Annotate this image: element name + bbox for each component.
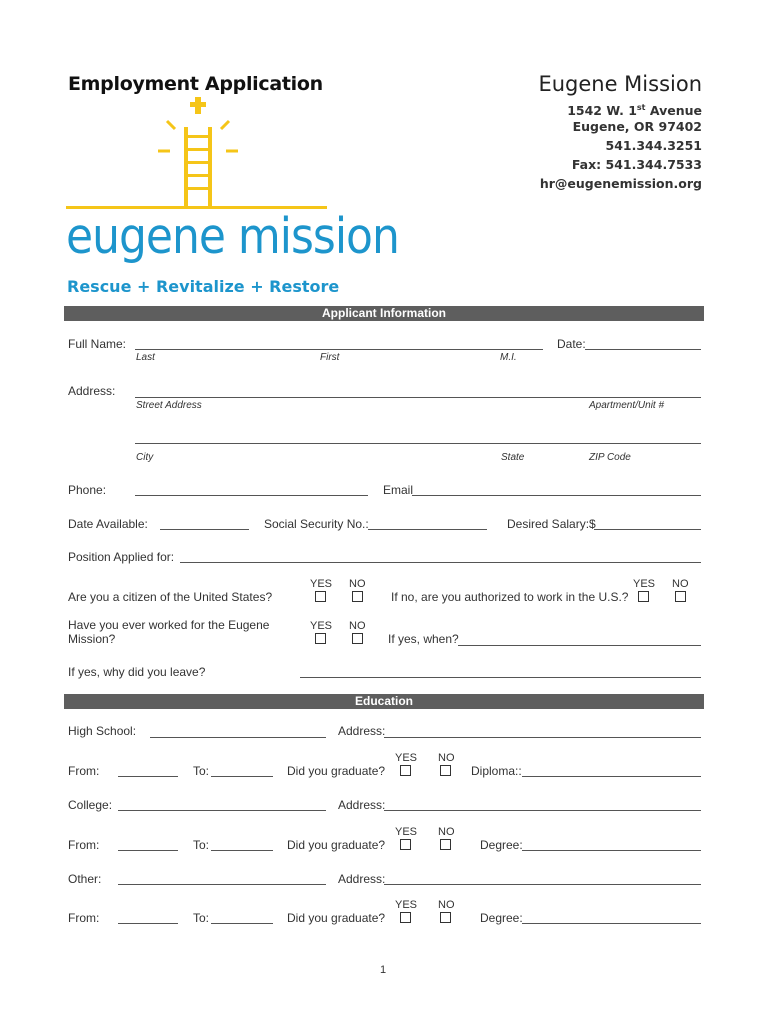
worked-yes-checkbox[interactable] <box>315 633 326 644</box>
worked-yes-label: YES <box>310 620 333 632</box>
hs-diploma-field[interactable] <box>522 776 701 777</box>
worked-when-field[interactable] <box>458 645 701 646</box>
date-available-field[interactable] <box>160 529 249 530</box>
org-email: hr@eugenemission.org <box>539 176 702 191</box>
college-graduate-yes-checkbox[interactable] <box>400 839 411 850</box>
other-address-label: Address: <box>338 872 386 886</box>
hs-yes-label: YES <box>395 752 418 764</box>
date-label: Date: <box>557 337 586 351</box>
org-phone: 541.344.3251 <box>605 138 702 153</box>
other-graduate-yes-checkbox[interactable] <box>400 912 411 923</box>
hs-no-label: NO <box>438 752 455 764</box>
state-caption: State <box>501 452 525 463</box>
position-field[interactable] <box>180 562 701 563</box>
section-header-education: Education <box>64 694 704 709</box>
hs-diploma-label: Diploma:: <box>471 764 522 778</box>
org-address-line2: Eugene, OR 97402 <box>572 119 702 134</box>
other-degree-field[interactable] <box>522 923 701 924</box>
zip-caption: ZIP Code <box>589 452 631 463</box>
college-graduate-label: Did you graduate? <box>287 838 386 852</box>
hs-to-label: To: <box>193 764 210 778</box>
authorized-no-label: NO <box>672 578 689 590</box>
ssn-field[interactable] <box>368 529 487 530</box>
college-to-field[interactable] <box>211 850 273 851</box>
logo-wordmark: eugene mission <box>66 208 399 266</box>
citizen-yes-label: YES <box>310 578 333 590</box>
other-no-label: NO <box>438 899 455 911</box>
position-label: Position Applied for: <box>68 550 175 564</box>
city-state-zip-field[interactable] <box>135 443 701 444</box>
desired-salary-field[interactable] <box>594 529 701 530</box>
citizen-no-checkbox[interactable] <box>352 591 363 602</box>
org-fax: Fax: 541.344.7533 <box>571 157 702 172</box>
hs-graduate-no-checkbox[interactable] <box>440 765 451 776</box>
email-label: Email <box>383 483 414 497</box>
college-degree-field[interactable] <box>522 850 701 851</box>
phone-label: Phone: <box>68 483 107 497</box>
hs-from-label: From: <box>68 764 100 778</box>
ladder-cross-logo-icon <box>150 95 250 207</box>
authorized-question: If no, are you authorized to work in the U.S.? <box>391 590 629 604</box>
hs-to-field[interactable] <box>211 776 273 777</box>
other-from-label: From: <box>68 911 100 925</box>
logo-tagline: Rescue + Revitalize + Restore <box>67 277 340 296</box>
citizen-question: Are you a citizen of the United States? <box>68 590 273 604</box>
first-name-caption: First <box>320 352 340 363</box>
if-yes-when-label: If yes, when? <box>388 632 459 646</box>
date-field[interactable] <box>585 349 701 350</box>
org-address-line1: 1542 W. 1st Avenue <box>567 103 702 119</box>
street-address-field[interactable] <box>135 397 701 398</box>
other-from-field[interactable] <box>118 923 178 924</box>
worked-no-label: NO <box>349 620 366 632</box>
college-graduate-no-checkbox[interactable] <box>440 839 451 850</box>
street-address-caption: Street Address <box>136 400 202 411</box>
high-school-address-label: Address: <box>338 724 386 738</box>
phone-field[interactable] <box>135 495 368 496</box>
college-address-label: Address: <box>338 798 386 812</box>
date-available-label: Date Available: <box>68 517 148 531</box>
last-name-caption: Last <box>136 352 155 363</box>
college-from-label: From: <box>68 838 100 852</box>
hs-from-field[interactable] <box>118 776 178 777</box>
worked-no-checkbox[interactable] <box>352 633 363 644</box>
section-header-applicant: Applicant Information <box>64 306 704 321</box>
other-degree-label: Degree: <box>480 911 523 925</box>
middle-initial-caption: M.I. <box>500 352 517 363</box>
worked-question-line2: Mission? <box>68 632 116 646</box>
other-label: Other: <box>68 872 102 886</box>
org-name: Eugene Mission <box>538 72 702 96</box>
other-graduate-label: Did you graduate? <box>287 911 386 925</box>
authorized-yes-checkbox[interactable] <box>638 591 649 602</box>
authorized-yes-label: YES <box>633 578 656 590</box>
why-leave-field[interactable] <box>300 677 701 678</box>
authorized-no-checkbox[interactable] <box>675 591 686 602</box>
high-school-address-field[interactable] <box>384 737 701 738</box>
address-label: Address: <box>68 384 116 398</box>
email-field[interactable] <box>412 495 701 496</box>
other-yes-label: YES <box>395 899 418 911</box>
apartment-caption: Apartment/Unit # <box>589 400 665 411</box>
page-number: 1 <box>380 964 387 976</box>
citizen-no-label: NO <box>349 578 366 590</box>
full-name-label: Full Name: <box>68 337 127 351</box>
citizen-yes-checkbox[interactable] <box>315 591 326 602</box>
college-degree-label: Degree: <box>480 838 523 852</box>
high-school-label: High School: <box>68 724 137 738</box>
city-caption: City <box>136 452 154 463</box>
college-yes-label: YES <box>395 826 418 838</box>
college-address-field[interactable] <box>384 810 701 811</box>
college-no-label: NO <box>438 826 455 838</box>
college-label: College: <box>68 798 113 812</box>
other-field[interactable] <box>118 884 326 885</box>
college-from-field[interactable] <box>118 850 178 851</box>
form-title: Employment Application <box>68 73 323 95</box>
hs-graduate-label: Did you graduate? <box>287 764 386 778</box>
other-address-field[interactable] <box>384 884 701 885</box>
college-to-label: To: <box>193 838 210 852</box>
desired-salary-label: Desired Salary:$ <box>507 517 596 531</box>
hs-graduate-yes-checkbox[interactable] <box>400 765 411 776</box>
other-to-field[interactable] <box>211 923 273 924</box>
college-field[interactable] <box>118 810 326 811</box>
why-leave-label: If yes, why did you leave? <box>68 665 206 679</box>
high-school-field[interactable] <box>150 737 326 738</box>
other-graduate-no-checkbox[interactable] <box>440 912 451 923</box>
worked-question-line1: Have you ever worked for the Eugene <box>68 618 270 632</box>
other-to-label: To: <box>193 911 210 925</box>
ssn-label: Social Security No.: <box>264 517 369 531</box>
full-name-field[interactable] <box>135 349 543 350</box>
